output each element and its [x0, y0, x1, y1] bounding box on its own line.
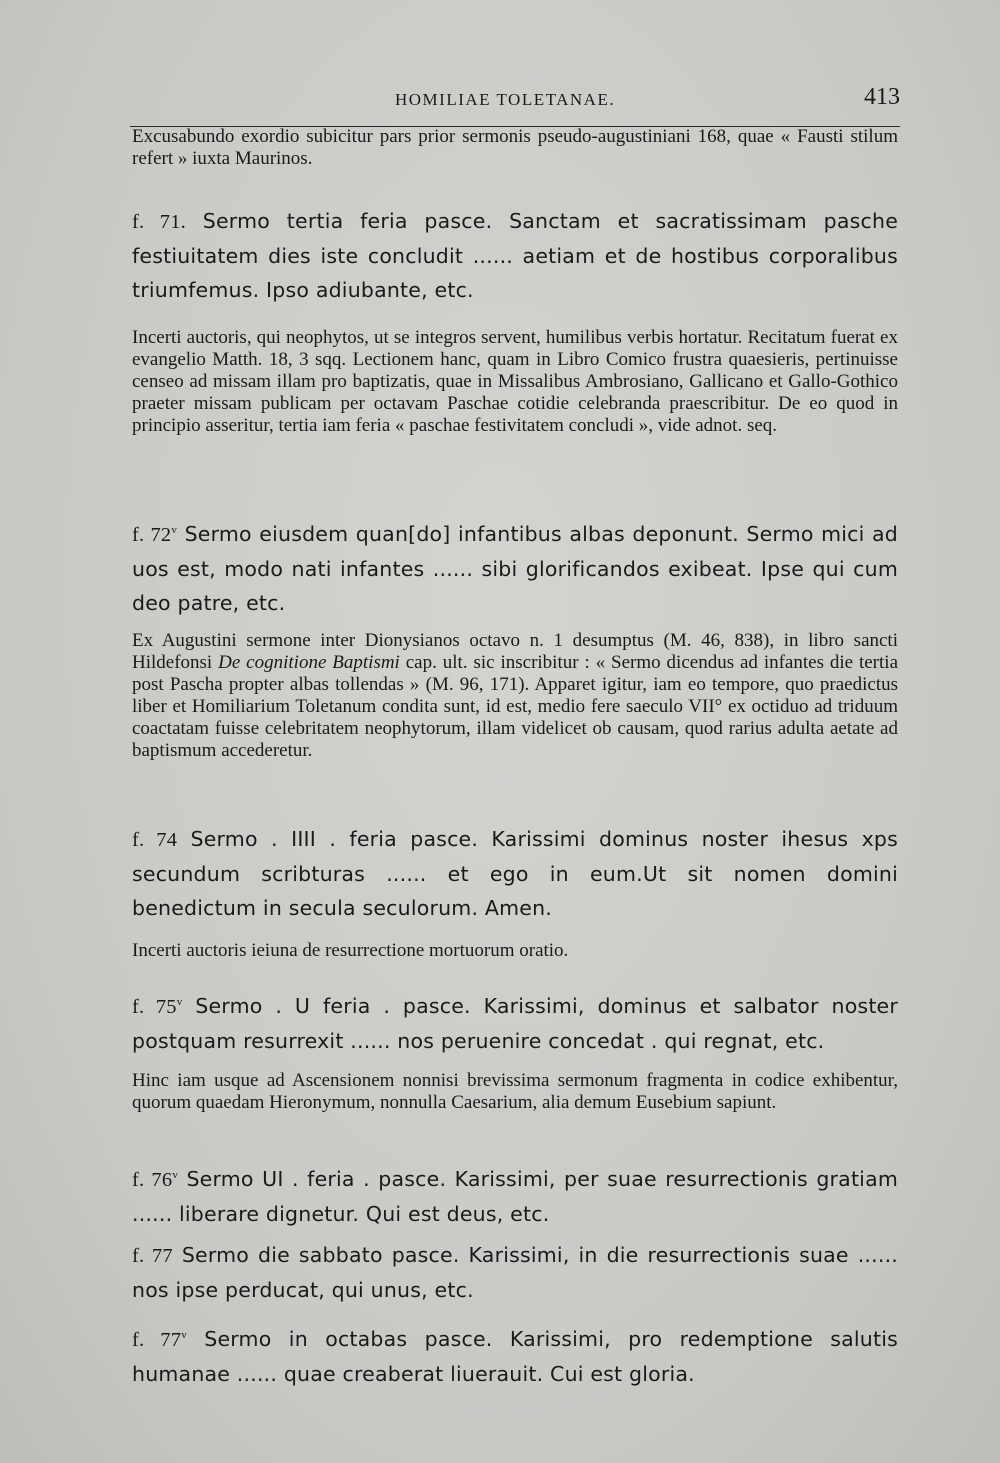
folio-reference: f. 76$^v$ — [132, 1168, 179, 1191]
note-paragraph: Ex Augustini sermone inter Dionysianos octavo n. 1 desumptus (M. 46, 838), in libro sancti Hildefonsi De cognitione Baptismi cap. ult. sic inscribitur : « Sermo dicendus ad infantes die tertia post Pascha propter albas tollendas » (M. 96, 171). Apparet igitur, iam eo tempore, quo praedictus liber et Homiliarium Toletanum condita sunt, id est, medio fere saeculo VII° ex octiduo ad triduum coactatam fuisse celebritatem neophytorum, illam videlicet ob causam, quod rarius adulta aetate ad baptismum accederetur. — [132, 630, 899, 761]
sermon-entry — [132, 1238, 898, 1307]
running-title: HOMILIAE TOLETANAE. — [395, 90, 616, 109]
sermon-entry — [132, 513, 898, 620]
entry-text: Sermo die sabbato pasce. Karissimi, in die resurrectionis suae ...... nos ipse perducat, qui unus, etc. — [132, 1243, 899, 1302]
folio-reference: f. 77 — [132, 1245, 173, 1267]
page-number: 413 — [864, 84, 900, 110]
sermon-entry — [132, 1158, 898, 1231]
entry-text: Sermo . U feria . pasce. Karissimi, dominus et salbator noster postquam resurrexit ...... nos peruenire concedat . qui regnat, etc. — [132, 993, 898, 1053]
entry-text: Sermo eiusdem quan[do] infantibus albas deponunt. Sermo mici ad uos est, modo nati infantes ...... sibi glorificandos exibeat. Ipse qui cum deo patre, etc. — [132, 521, 899, 615]
folio-reference: f. 74 — [132, 829, 178, 851]
entry-text: Sermo UI . feria . pasce. Karissimi, per suae resurrectionis gratiam ...... liberare dignetur. Qui est deus, etc. — [132, 1166, 899, 1226]
note-paragraph: Incerti auctoris ieiuna de resurrectione mortuorum oratio. — [132, 940, 569, 961]
note-paragraph: Excusabundo exordio subicitur pars prior sermonis pseudo-augustiniani 168, quae « Fausti stilum refert » iuxta Maurinos. — [132, 126, 898, 169]
entry-text: Sermo tertia feria pasce. Sanctam et sacratissimam pasche festiuitatem dies iste concludit ...... aetiam et de hostibus corporalibus triumfemus. Ipso adiubante, etc. — [132, 209, 899, 302]
folio-reference: f. 72$^v$ — [132, 523, 178, 546]
sermon-entry — [132, 822, 898, 925]
entry-text: Sermo . IIII . feria pasce. Karissimi dominus noster ihesus xps secundum scribturas ...... et ego in eum.Ut sit nomen domini benedictum in secula seculorum. Amen. — [132, 827, 899, 920]
sermon-entry — [132, 1318, 898, 1391]
folio-reference: f. 75$^v$ — [132, 995, 183, 1018]
sermon-entry — [132, 204, 898, 307]
folio-reference: f. 77$^v$ — [132, 1328, 187, 1351]
italic-title: De cognitione Baptismi — [218, 652, 400, 673]
note-paragraph: Incerti auctoris, qui neophytos, ut se integros servent, humilibus verbis hortatur. Recitatum fuerat ex evangelio Matth. 18, 3 sqq. Lectionem hanc, quam in Libro Comico frustra quaesieris, pertinuisse censeo ad missam illam pro baptizatis, quae in Missalibus Ambrosiano, Gallicano et Gallo-Gothico praeter missam publicam per octavam Paschae cotidie celebranda praescribitur. De eo quod in principio asseritur, tertia iam feria « paschae festivitatem concludi », vide adnot. seq. — [132, 327, 898, 436]
sermon-entry — [132, 985, 898, 1058]
entry-text: Sermo in octabas pasce. Karissimi, pro redemptione salutis humanae ...... quae creaberat liuerauit. Cui est gloria. — [132, 1326, 898, 1386]
running-header — [130, 86, 900, 127]
note-paragraph: Hinc iam usque ad Ascensionem nonnisi brevissima sermonum fragmenta in codice exhibentur, quorum quaedam Hieronymum, nonnulla Caesarium, alia demum Eusebium sapiunt. — [132, 1070, 898, 1113]
folio-reference: f. 71. — [132, 211, 186, 233]
